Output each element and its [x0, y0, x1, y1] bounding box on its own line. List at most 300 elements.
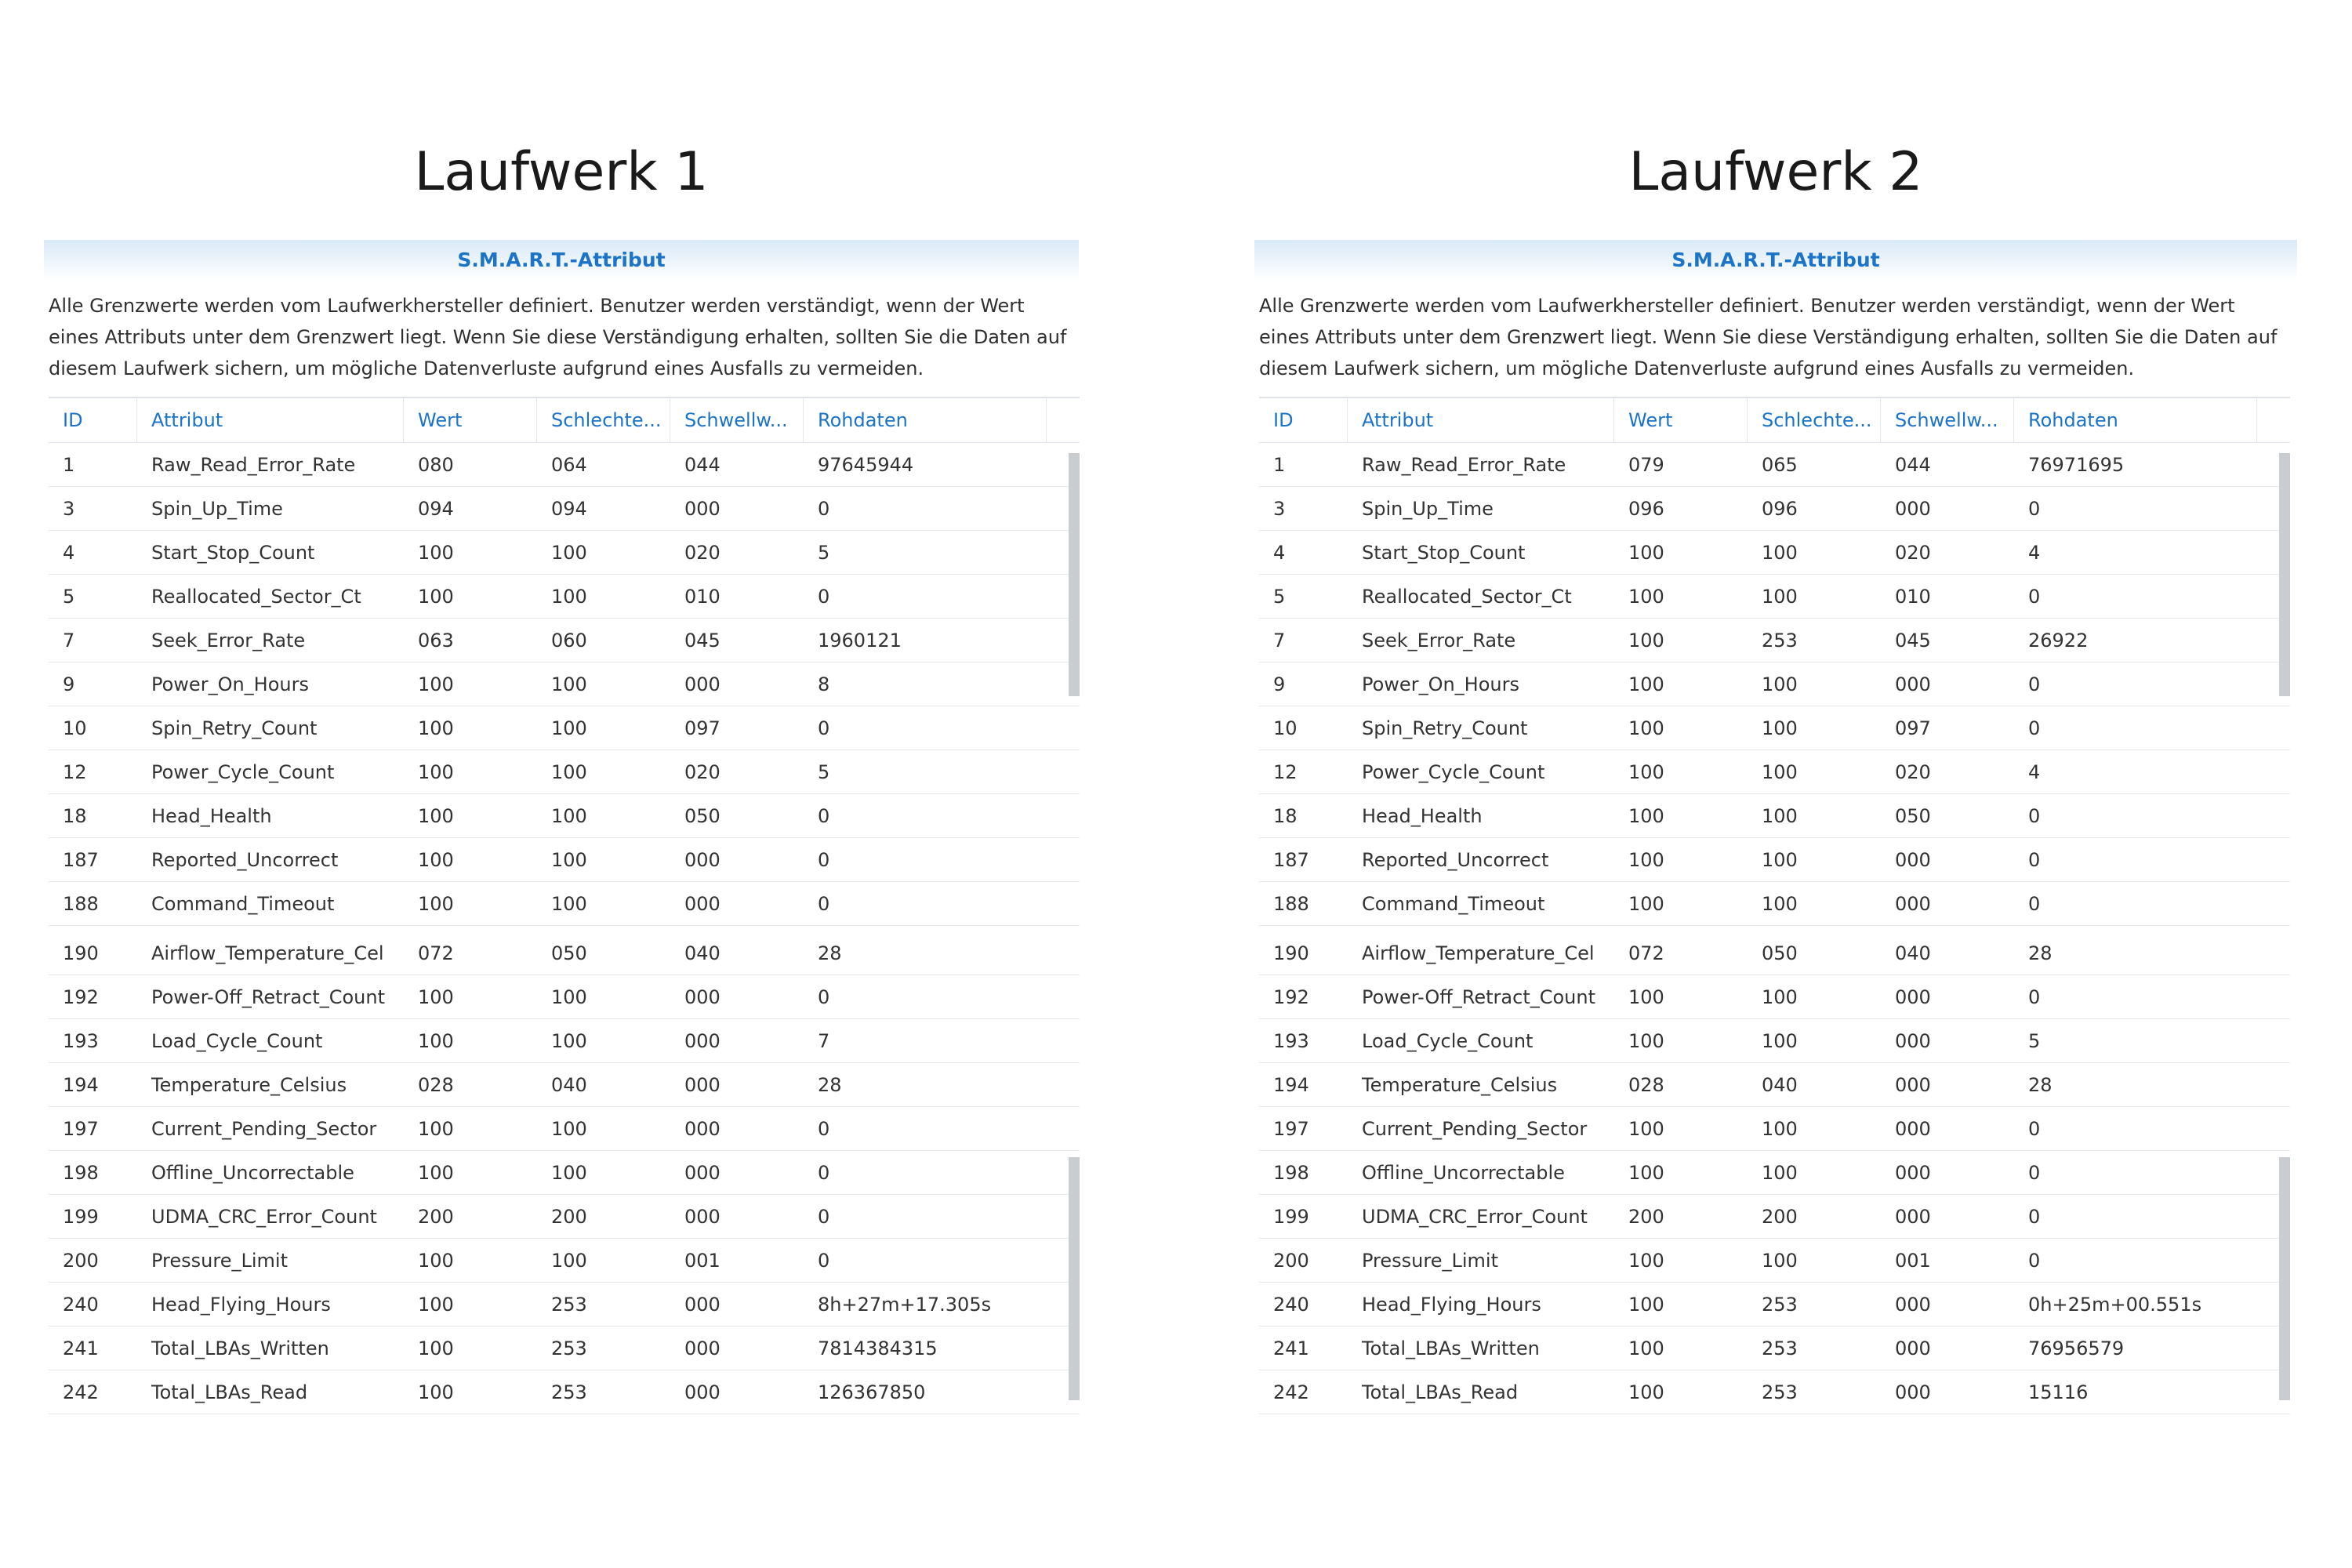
cell-schwellwert: 000 [1895, 1337, 1931, 1359]
table-row[interactable] [1259, 619, 2290, 662]
cell-id: 18 [63, 804, 87, 827]
cell-schlechtester: 100 [1762, 1029, 1798, 1052]
cell-schlechtester: 100 [551, 673, 587, 695]
cell-id: 3 [63, 497, 75, 520]
cell-attribut: Head_Health [151, 804, 272, 827]
cell-wert: 080 [418, 453, 454, 476]
cell-schlechtester: 200 [1762, 1205, 1798, 1228]
cell-schwellwert: 050 [1895, 804, 1931, 827]
table-row[interactable] [49, 1239, 1080, 1283]
table-row[interactable] [1259, 931, 2290, 975]
description-text [44, 281, 1079, 384]
cell-attribut: Reallocated_Sector_Ct [151, 585, 361, 608]
table-row[interactable] [49, 706, 1080, 750]
cell-schlechtester: 100 [1762, 1249, 1798, 1272]
scrollbar-thumb[interactable] [2279, 453, 2290, 696]
cell-schlechtester: 100 [1762, 848, 1798, 871]
cell-wert: 100 [418, 717, 454, 739]
description-line: Alle Grenzwerte werden vom Laufwerkhersteller definiert. Benutzer werden verständigt, wenn der Wert [49, 295, 1025, 317]
cell-schwellwert: 000 [1895, 497, 1931, 520]
cell-attribut: Reported_Uncorrect [1362, 848, 1549, 871]
cell-attribut: Pressure_Limit [151, 1249, 288, 1272]
cell-rohdaten: 28 [2028, 1073, 2053, 1096]
cell-wert: 028 [418, 1073, 454, 1096]
table-row[interactable] [49, 487, 1080, 531]
cell-schlechtester: 100 [551, 985, 587, 1008]
cell-wert: 100 [1628, 1117, 1664, 1140]
table-row[interactable] [1259, 975, 2290, 1019]
cell-schlechtester: 094 [551, 497, 587, 520]
cell-wert: 100 [418, 673, 454, 695]
cell-id: 197 [1273, 1117, 1309, 1140]
cell-attribut: Command_Timeout [151, 892, 335, 915]
cell-wert: 100 [1628, 541, 1664, 564]
cell-schwellwert: 000 [1895, 673, 1931, 695]
cell-schlechtester: 100 [1762, 585, 1798, 608]
cell-schlechtester: 253 [1762, 1293, 1798, 1316]
cell-wert: 100 [418, 1161, 454, 1184]
column-header-id[interactable]: ID [1259, 398, 1348, 442]
cell-id: 5 [63, 585, 75, 608]
cell-rohdaten: 0 [818, 497, 830, 520]
cell-wert: 100 [1628, 804, 1664, 827]
cell-rohdaten: 0 [2028, 892, 2041, 915]
cell-schwellwert: 040 [684, 942, 720, 964]
cell-attribut: Spin_Up_Time [151, 497, 283, 520]
cell-schlechtester: 253 [551, 1381, 587, 1403]
cell-rohdaten: 126367850 [818, 1381, 926, 1403]
cell-attribut: Command_Timeout [1362, 892, 1545, 915]
cell-schlechtester: 100 [551, 1249, 587, 1272]
cell-schwellwert: 000 [1895, 848, 1931, 871]
cell-schlechtester: 100 [1762, 717, 1798, 739]
table-row[interactable] [49, 931, 1080, 975]
column-header-rohdaten[interactable]: Rohdaten [804, 398, 1047, 442]
cell-rohdaten: 0 [2028, 985, 2041, 1008]
cell-wert: 100 [418, 1293, 454, 1316]
cell-schwellwert: 050 [684, 804, 720, 827]
cell-schlechtester: 040 [551, 1073, 587, 1096]
table-row[interactable] [1259, 706, 2290, 750]
cell-attribut: Total_LBAs_Written [1362, 1337, 1540, 1359]
cell-schlechtester: 100 [551, 848, 587, 871]
cell-wert: 100 [418, 1337, 454, 1359]
scrollbar-thumb[interactable] [1069, 453, 1080, 696]
cell-wert: 100 [418, 760, 454, 783]
cell-schlechtester: 100 [1762, 673, 1798, 695]
column-header-attribut[interactable]: Attribut [137, 398, 404, 442]
cell-wert: 100 [1628, 1381, 1664, 1403]
cell-rohdaten: 0 [2028, 1117, 2041, 1140]
cell-rohdaten: 5 [818, 760, 830, 783]
cell-schlechtester: 050 [551, 942, 587, 964]
description-line: Alle Grenzwerte werden vom Laufwerkhersteller definiert. Benutzer werden verständigt, wenn der Wert [1259, 295, 2235, 317]
column-header-filler [2257, 398, 2290, 442]
cell-wert: 100 [418, 585, 454, 608]
column-header-id[interactable]: ID [49, 398, 137, 442]
cell-rohdaten: 28 [818, 1073, 842, 1096]
smart-table [1259, 397, 2290, 1414]
table-row[interactable] [1259, 1239, 2290, 1283]
cell-attribut: Seek_Error_Rate [1362, 629, 1516, 652]
cell-attribut: Pressure_Limit [1362, 1249, 1498, 1272]
cell-attribut: UDMA_CRC_Error_Count [1362, 1205, 1588, 1228]
table-row[interactable] [1259, 750, 2290, 794]
cell-attribut: UDMA_CRC_Error_Count [151, 1205, 377, 1228]
cell-rohdaten: 5 [818, 541, 830, 564]
cell-schlechtester: 100 [551, 804, 587, 827]
cell-rohdaten: 8h+27m+17.305s [818, 1293, 992, 1316]
cell-rohdaten: 4 [2028, 760, 2041, 783]
cell-schwellwert: 000 [684, 1117, 720, 1140]
cell-attribut: Airflow_Temperature_Cel [151, 942, 384, 964]
cell-schlechtester: 040 [1762, 1073, 1798, 1096]
cell-attribut: Total_LBAs_Read [1362, 1381, 1519, 1403]
cell-rohdaten: 0 [2028, 717, 2041, 739]
description-line: diesem Laufwerk sichern, um mögliche Datenverluste aufgrund eines Ausfalls zu vermeiden. [1259, 358, 2135, 379]
cell-wert: 200 [418, 1205, 454, 1228]
cell-schlechtester: 100 [551, 1117, 587, 1140]
cell-wert: 100 [1628, 892, 1664, 915]
cell-attribut: Power-Off_Retract_Count [1362, 985, 1596, 1008]
cell-rohdaten: 0 [2028, 673, 2041, 695]
cell-rohdaten: 5 [2028, 1029, 2041, 1052]
description-line: eines Attributs unter dem Grenzwert liegt. Wenn Sie diese Verständigung erhalten, sollten Sie die Daten auf [49, 326, 1067, 348]
cell-schwellwert: 000 [1895, 1205, 1931, 1228]
column-header-schwellwert[interactable]: Schwellw... [670, 398, 804, 442]
column-header-schlechtester[interactable]: Schlechte... [537, 398, 670, 442]
cell-attribut: Total_LBAs_Read [151, 1381, 308, 1403]
cell-schwellwert: 045 [1895, 629, 1931, 652]
cell-wert: 096 [1628, 497, 1664, 520]
cell-wert: 100 [1628, 1249, 1664, 1272]
cell-schwellwert: 000 [1895, 1117, 1931, 1140]
cell-rohdaten: 0 [2028, 848, 2041, 871]
cell-wert: 100 [418, 1117, 454, 1140]
cell-schlechtester: 064 [551, 453, 587, 476]
table-row[interactable] [1259, 1327, 2290, 1370]
cell-id: 7 [63, 629, 75, 652]
table-row[interactable] [1259, 662, 2290, 706]
cell-schlechtester: 200 [551, 1205, 587, 1228]
cell-attribut: Power_On_Hours [1362, 673, 1519, 695]
cell-schlechtester: 253 [1762, 629, 1798, 652]
cell-wert: 100 [1628, 1337, 1664, 1359]
cell-attribut: Temperature_Celsius [151, 1073, 347, 1096]
table-row[interactable] [1259, 1283, 2290, 1327]
cell-schwellwert: 044 [684, 453, 720, 476]
cell-rohdaten: 4 [2028, 541, 2041, 564]
cell-id: 3 [1273, 497, 1286, 520]
cell-wert: 100 [1628, 629, 1664, 652]
table-row[interactable] [49, 575, 1080, 619]
cell-schwellwert: 000 [1895, 1161, 1931, 1184]
cell-id: 200 [1273, 1249, 1309, 1272]
cell-rohdaten: 0 [818, 1161, 830, 1184]
cell-schlechtester: 100 [1762, 541, 1798, 564]
cell-schwellwert: 000 [684, 1073, 720, 1096]
cell-schwellwert: 000 [684, 1205, 720, 1228]
scrollbar-thumb[interactable] [1069, 1157, 1080, 1400]
cell-wert: 100 [418, 1029, 454, 1052]
cell-id: 193 [1273, 1029, 1309, 1052]
table-row[interactable] [1259, 487, 2290, 531]
cell-rohdaten: 8 [818, 673, 830, 695]
cell-schwellwert: 040 [1895, 942, 1931, 964]
cell-schwellwert: 000 [684, 497, 720, 520]
table-row[interactable] [1259, 1019, 2290, 1063]
cell-id: 9 [63, 673, 75, 695]
cell-wert: 100 [1628, 673, 1664, 695]
cell-rohdaten: 0 [2028, 585, 2041, 608]
cell-schwellwert: 010 [684, 585, 720, 608]
cell-id: 190 [63, 942, 99, 964]
cell-id: 10 [1273, 717, 1298, 739]
cell-wert: 100 [1628, 985, 1664, 1008]
cell-schwellwert: 001 [1895, 1249, 1931, 1272]
table-row[interactable] [49, 619, 1080, 662]
cell-id: 18 [1273, 804, 1298, 827]
cell-attribut: Airflow_Temperature_Cel [1362, 942, 1595, 964]
cell-schwellwert: 000 [684, 848, 720, 871]
table-body [1259, 443, 2290, 1414]
cell-rohdaten: 97645944 [818, 453, 914, 476]
cell-wert: 200 [1628, 1205, 1664, 1228]
cell-schwellwert: 000 [684, 892, 720, 915]
cell-attribut: Offline_Uncorrectable [1362, 1161, 1565, 1184]
cell-wert: 072 [418, 942, 454, 964]
table-row[interactable] [1259, 794, 2290, 838]
cell-attribut: Load_Cycle_Count [151, 1029, 323, 1052]
table-row[interactable] [49, 794, 1080, 838]
cell-schlechtester: 100 [1762, 1117, 1798, 1140]
cell-attribut: Head_Flying_Hours [151, 1293, 331, 1316]
cell-wert: 100 [1628, 717, 1664, 739]
cell-attribut: Offline_Uncorrectable [151, 1161, 354, 1184]
cell-id: 192 [1273, 985, 1309, 1008]
cell-rohdaten: 0 [818, 985, 830, 1008]
table-row[interactable] [49, 1370, 1080, 1414]
table-row[interactable] [1259, 443, 2290, 487]
column-header-wert[interactable]: Wert [1614, 398, 1748, 442]
cell-schlechtester: 100 [1762, 892, 1798, 915]
cell-rohdaten: 0 [818, 1249, 830, 1272]
cell-schwellwert: 020 [684, 541, 720, 564]
cell-wert: 100 [418, 1249, 454, 1272]
cell-wert: 100 [418, 892, 454, 915]
table-row[interactable] [49, 1195, 1080, 1239]
cell-rohdaten: 26922 [2028, 629, 2089, 652]
cell-schlechtester: 050 [1762, 942, 1798, 964]
table-row[interactable] [1259, 1063, 2290, 1107]
cell-rohdaten: 0 [2028, 804, 2041, 827]
cell-id: 194 [63, 1073, 99, 1096]
table-row[interactable] [49, 1327, 1080, 1370]
cell-schwellwert: 000 [1895, 1381, 1931, 1403]
cell-attribut: Power_Cycle_Count [1362, 760, 1545, 783]
cell-rohdaten: 0 [818, 848, 830, 871]
cell-rohdaten: 0 [818, 717, 830, 739]
cell-rohdaten: 15116 [2028, 1381, 2089, 1403]
cell-schlechtester: 100 [551, 541, 587, 564]
cell-wert: 100 [1628, 1293, 1664, 1316]
table-row[interactable] [1259, 1370, 2290, 1414]
cell-schwellwert: 097 [684, 717, 720, 739]
description-line: eines Attributs unter dem Grenzwert liegt. Wenn Sie diese Verständigung erhalten, sollten Sie die Daten auf [1259, 326, 2278, 348]
cell-schwellwert: 000 [684, 1161, 720, 1184]
cell-schlechtester: 100 [551, 892, 587, 915]
cell-rohdaten: 1960121 [818, 629, 902, 652]
cell-attribut: Start_Stop_Count [151, 541, 315, 564]
table-row[interactable] [49, 1283, 1080, 1327]
description-text [1254, 281, 2297, 384]
column-header-wert[interactable]: Wert [404, 398, 537, 442]
table-header [1259, 397, 2290, 443]
table-row[interactable] [1259, 1107, 2290, 1151]
cell-attribut: Load_Cycle_Count [1362, 1029, 1534, 1052]
cell-rohdaten: 0 [818, 585, 830, 608]
cell-schwellwert: 000 [1895, 1073, 1931, 1096]
cell-schwellwert: 020 [684, 760, 720, 783]
table-row[interactable] [49, 1063, 1080, 1107]
cell-wert: 079 [1628, 453, 1664, 476]
cell-attribut: Spin_Retry_Count [151, 717, 318, 739]
column-header-schwellwert[interactable]: Schwellw... [1881, 398, 2014, 442]
cell-schlechtester: 100 [1762, 1161, 1798, 1184]
scrollbar-thumb[interactable] [2279, 1157, 2290, 1400]
cell-attribut: Spin_Retry_Count [1362, 717, 1528, 739]
cell-wert: 100 [418, 848, 454, 871]
cell-attribut: Head_Flying_Hours [1362, 1293, 1541, 1316]
cell-attribut: Power-Off_Retract_Count [151, 985, 386, 1008]
cell-id: 200 [63, 1249, 99, 1272]
cell-attribut: Head_Health [1362, 804, 1483, 827]
cell-id: 192 [63, 985, 99, 1008]
table-header [49, 397, 1080, 443]
cell-schwellwert: 010 [1895, 585, 1931, 608]
cell-rohdaten: 0 [2028, 1249, 2041, 1272]
smart-attribute-header: S.M.A.R.T.-Attribut [1254, 240, 2297, 281]
cell-wert: 028 [1628, 1073, 1664, 1096]
cell-id: 240 [1273, 1293, 1309, 1316]
cell-wert: 100 [418, 804, 454, 827]
table-row[interactable] [49, 1151, 1080, 1195]
cell-rohdaten: 0 [818, 804, 830, 827]
cell-attribut: Raw_Read_Error_Rate [1362, 453, 1566, 476]
cell-schlechtester: 100 [551, 760, 587, 783]
cell-schlechtester: 100 [551, 585, 587, 608]
cell-id: 198 [63, 1161, 99, 1184]
cell-schlechtester: 100 [1762, 760, 1798, 783]
cell-id: 188 [1273, 892, 1309, 915]
cell-rohdaten: 0 [818, 892, 830, 915]
cell-rohdaten: 7814384315 [818, 1337, 938, 1359]
cell-wert: 094 [418, 497, 454, 520]
cell-schwellwert: 045 [684, 629, 720, 652]
table-row[interactable] [1259, 531, 2290, 575]
cell-attribut: Seek_Error_Rate [151, 629, 306, 652]
table-row[interactable] [1259, 1195, 2290, 1239]
table-row[interactable] [1259, 575, 2290, 619]
cell-id: 242 [1273, 1381, 1309, 1403]
drive-2-panel [1254, 240, 2297, 1414]
cell-id: 7 [1273, 629, 1286, 652]
table-row[interactable] [49, 975, 1080, 1019]
cell-schlechtester: 100 [1762, 804, 1798, 827]
cell-schwellwert: 000 [684, 1293, 720, 1316]
table-row[interactable] [49, 443, 1080, 487]
cell-attribut: Reallocated_Sector_Ct [1362, 585, 1572, 608]
smart-attribute-header: S.M.A.R.T.-Attribut [44, 240, 1079, 281]
table-row[interactable] [49, 882, 1080, 926]
cell-wert: 100 [418, 1381, 454, 1403]
cell-schlechtester: 253 [1762, 1337, 1798, 1359]
cell-attribut: Total_LBAs_Written [151, 1337, 329, 1359]
cell-id: 187 [1273, 848, 1309, 871]
drive-1-title: Laufwerk 1 [414, 141, 709, 203]
cell-attribut: Start_Stop_Count [1362, 541, 1526, 564]
cell-wert: 100 [1628, 848, 1664, 871]
cell-id: 241 [1273, 1337, 1309, 1359]
cell-schlechtester: 253 [551, 1293, 587, 1316]
table-row[interactable] [49, 750, 1080, 794]
cell-id: 188 [63, 892, 99, 915]
column-header-rohdaten[interactable]: Rohdaten [2014, 398, 2257, 442]
column-header-schlechtester[interactable]: Schlechte... [1748, 398, 1881, 442]
cell-id: 4 [63, 541, 75, 564]
cell-rohdaten: 28 [2028, 942, 2053, 964]
table-row[interactable] [1259, 838, 2290, 882]
table-row[interactable] [1259, 1151, 2290, 1195]
cell-wert: 100 [418, 985, 454, 1008]
cell-rohdaten: 0 [818, 1205, 830, 1228]
cell-id: 241 [63, 1337, 99, 1359]
cell-wert: 100 [1628, 1029, 1664, 1052]
cell-schwellwert: 000 [1895, 892, 1931, 915]
cell-schwellwert: 097 [1895, 717, 1931, 739]
cell-schwellwert: 000 [1895, 985, 1931, 1008]
cell-schlechtester: 100 [551, 1029, 587, 1052]
table-row[interactable] [49, 838, 1080, 882]
cell-schwellwert: 000 [1895, 1293, 1931, 1316]
cell-wert: 100 [1628, 760, 1664, 783]
column-header-filler [1047, 398, 1080, 442]
cell-id: 199 [1273, 1205, 1309, 1228]
table-row[interactable] [49, 531, 1080, 575]
column-header-attribut[interactable]: Attribut [1348, 398, 1614, 442]
cell-schwellwert: 044 [1895, 453, 1931, 476]
cell-rohdaten: 76971695 [2028, 453, 2125, 476]
cell-schlechtester: 096 [1762, 497, 1798, 520]
table-row[interactable] [49, 662, 1080, 706]
cell-id: 12 [1273, 760, 1298, 783]
cell-rohdaten: 0 [2028, 497, 2041, 520]
cell-attribut: Current_Pending_Sector [151, 1117, 377, 1140]
table-row[interactable] [49, 1019, 1080, 1063]
table-row[interactable] [49, 1107, 1080, 1151]
cell-rohdaten: 0 [2028, 1205, 2041, 1228]
cell-attribut: Reported_Uncorrect [151, 848, 339, 871]
cell-id: 190 [1273, 942, 1309, 964]
cell-id: 197 [63, 1117, 99, 1140]
cell-schlechtester: 060 [551, 629, 587, 652]
cell-schwellwert: 020 [1895, 760, 1931, 783]
cell-schwellwert: 000 [684, 985, 720, 1008]
cell-id: 242 [63, 1381, 99, 1403]
cell-rohdaten: 0 [2028, 1161, 2041, 1184]
table-row[interactable] [1259, 882, 2290, 926]
cell-id: 199 [63, 1205, 99, 1228]
